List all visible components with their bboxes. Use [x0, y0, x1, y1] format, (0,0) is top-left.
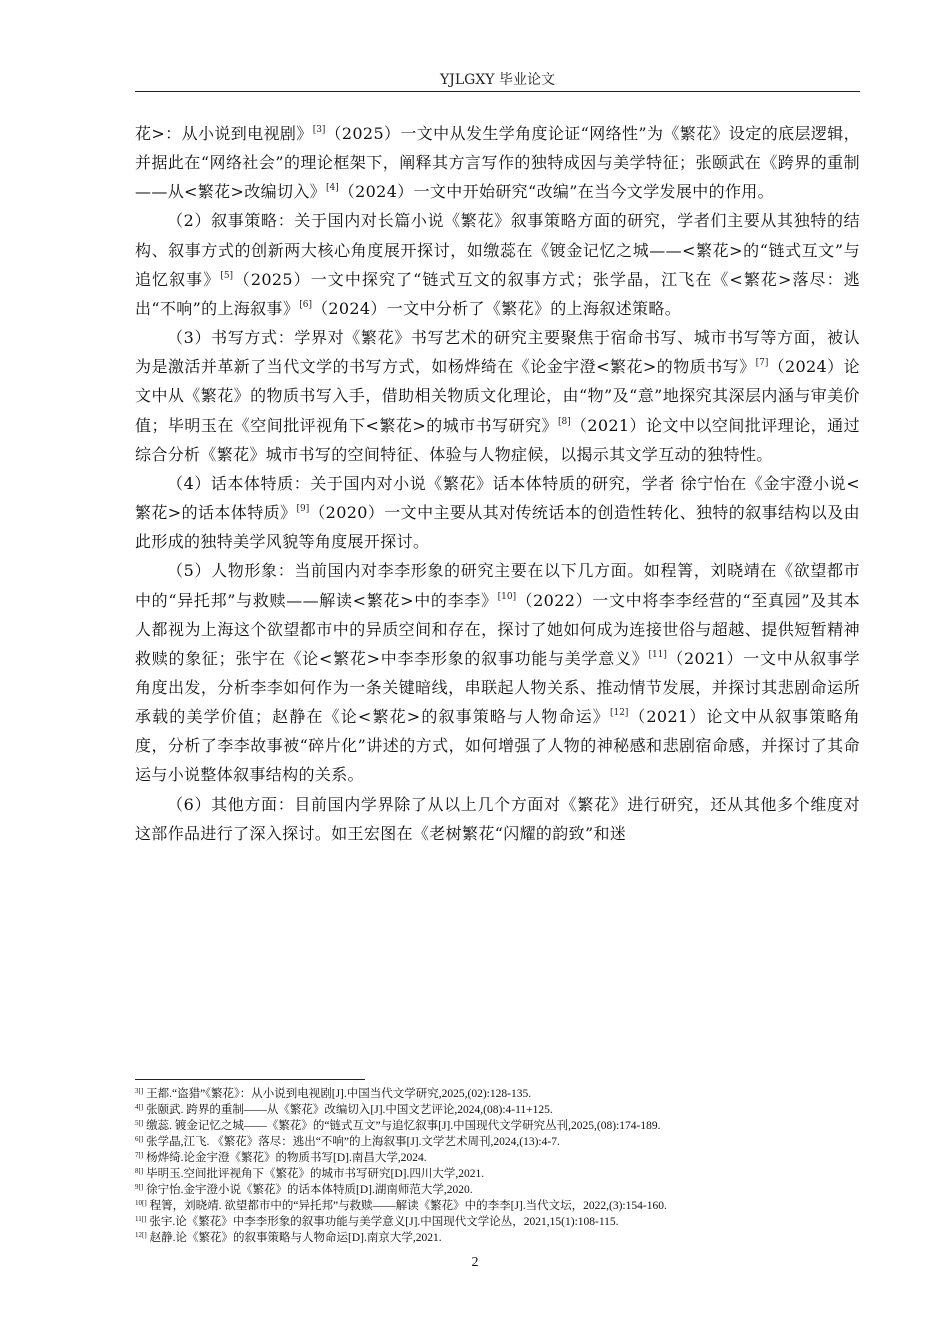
footnote-mark: 7[] [135, 1151, 144, 1159]
paragraph-text: （2025）一文中探究了“链式互文的叙事方式；张学晶，江飞在《<繁花>落尽：逃出“不响”的上海叙事》 [135, 269, 860, 318]
citation-ref: [12] [609, 708, 629, 719]
paragraph-text: （2021）论文中从叙事策略角度，分析了李李故事被“碎片化”讲述的方式，如何增强了人物的神秘感和悲剧宿命感，并探讨了其命运与小说整体叙事结构的关系。 [135, 707, 860, 785]
footnote-text: 杨烨绮.论金宇澄《繁花》的物质书写[D].南昌大学,2024. [146, 1152, 427, 1164]
footnote-mark: 10[] [135, 1199, 147, 1207]
paragraph-text: （2024）论文中从《繁花》的物质书写入手，借助相关物质文化理论，由“物”及“意”地探究其深层内涵与审美价值；毕明玉在《空间批评视角下<繁花>的城市书写研究》 [135, 357, 861, 435]
running-header: YJLGXY 毕业论文 [440, 72, 555, 88]
citation-ref: [10] [497, 591, 517, 602]
footnote [135, 1230, 860, 1246]
citation-ref: [6] [299, 299, 312, 310]
paragraph-text: （2）叙事策略：关于国内对长篇小说《繁花》叙事策略方面的研究，学者们主要从其独特的结构、叙事方式的创新两大核心角度展开探讨，如缴蕊在《镀金记忆之城——<繁花>的“链式互文”与追忆叙事》 [135, 211, 860, 289]
footnote [135, 1198, 860, 1214]
footnote-text: 徐宁怡.金宇澄小说《繁花》的话本体特质[D].湖南师范大学,2020. [146, 1184, 473, 1196]
citation-ref: [4] [326, 183, 339, 194]
footnote-mark: 5[] [135, 1119, 144, 1127]
footnote-text: 张学晶,江飞. 《繁花》落尽：逃出“不响”的上海叙事[J].文学艺术周刊,2024,(13):4-7. [146, 1136, 560, 1148]
page-number: 2 [471, 1255, 479, 1270]
footnote-text: 缴蕊. 镀金记忆之城——《繁花》的“链式互文”与追忆叙事[J].中国现代文学研究丛刊,2025,(08):174-189. [146, 1120, 661, 1132]
citation-ref: [11] [648, 649, 667, 660]
header-rule [135, 91, 860, 92]
paragraph-text: （2022）一文中将李李经营的“至真园”及其本人都视为上海这个欲望都市中的异质空间和存在，探讨了她如何成为连接世俗与超越、提供短暂精神救赎的象征；张宇在《论<繁花>中李李形象的叙事功能与美学意义》 [135, 590, 860, 668]
footnote [135, 1214, 860, 1230]
paragraph-text: （2020）一文中主要从其对传统话本的创造性转化、独特的叙事结构以及由此形成的独特美学风貌等角度展开探讨。 [135, 503, 860, 552]
citation-ref: [9] [296, 504, 310, 515]
footnote-mark: 6[] [135, 1135, 144, 1143]
paragraph-text: （4）话本体特质：关于国内对小说《繁花》话本体特质的研究，学者 徐宁怡在《金宇澄小说<繁花>的话本体特质》 [135, 473, 860, 523]
footnote-mark: 11[] [135, 1215, 147, 1223]
paragraph [135, 790, 860, 848]
footnote-mark: 8[] [135, 1167, 144, 1175]
citation-ref: [8] [557, 416, 571, 427]
footnote [135, 1118, 860, 1134]
paragraph-text: 花>：从小说到电视剧》 [135, 124, 313, 143]
footnote-separator [135, 1079, 365, 1080]
footnote-text: 王都.“盗猎”《繁花》：从小说到电视剧[J].中国当代文学研究,2025,(02):128-135. [146, 1088, 532, 1100]
citation-ref: [7] [755, 358, 769, 369]
footnote [135, 1166, 860, 1182]
footnote-text: 赵静.论《繁花》的叙事策略与人物命运[D].南京大学,2021. [149, 1232, 442, 1244]
footnote [135, 1102, 860, 1118]
paragraph [135, 206, 860, 323]
footnote [135, 1086, 860, 1102]
footnote-mark: 9[] [135, 1183, 144, 1191]
footnote-mark: 4[] [135, 1103, 144, 1111]
paragraph-text: （2025）一文中从发生学角度论证“网络性”为《繁花》设定的底层逻辑，并据此在“网络社会”的理论框架下，阐释其方言写作的独特成因与美学特征；张颐武在《跨界的重制——从<繁花>改编切入》 [135, 124, 860, 202]
paragraph [135, 556, 860, 789]
footnote-text: 程箐，刘晓靖. 欲望都市中的“异托邦”与救赎——解读《繁花》中的李李[J].当代文坛，2022,(3):154-160. [149, 1200, 667, 1212]
paragraph-text: （5）人物形象：当前国内对李李形象的研究主要在以下几方面。如程箐，刘晓靖在《欲望都市中的“异托邦”与救赎——解读<繁花>中的李李》 [135, 561, 860, 610]
citation-ref: [3] [312, 125, 326, 135]
paragraph [135, 119, 860, 206]
citation-ref: [5] [220, 270, 234, 281]
paragraph-text: （3）书写方式：学界对《繁花》书写艺术的研究主要聚焦于宿命书写、城市书写等方面，被认为是激活并革新了当代文学的书写方式，如杨烨绮在《论金宇澄<繁花>的物质书写》 [135, 328, 860, 377]
footnote [135, 1182, 860, 1198]
paragraph-text: （2021）一文中从叙事学角度出发，分析李李如何作为一条关键暗线，串联起人物关系、推动情节发展，并探讨其悲剧命运所承载的美学价值；赵静在《论<繁花>的叙事策略与人物命运》 [135, 648, 860, 727]
footnote-text: 张宇.论《繁花》中李李形象的叙事功能与美学意义[J].中国现代文学论丛，2021,15(1):108-115. [149, 1216, 619, 1228]
footnote-mark: 3[] [135, 1087, 144, 1095]
paragraph [135, 323, 860, 469]
footnote-mark: 12[] [135, 1231, 147, 1239]
footnotes [135, 1086, 860, 1246]
paragraph-text: （2024）一文中开始研究“改编”在当今文学发展中的作用。 [338, 182, 774, 202]
footnote [135, 1150, 860, 1166]
paragraph-text: （6）其他方面：目前国内学界除了从以上几个方面对《繁花》进行研究，还从其他多个维度对这部作品进行了深入探讨。如王宏图在《老树繁花“闪耀的韵致”和迷 [135, 794, 860, 843]
paragraph-text: （2024）一文中分析了《繁花》的上海叙述策略。 [311, 298, 682, 318]
footnote-text: 张颐武. 跨界的重制——从《繁花》改编切入[J].中国文艺评论,2024,(08):4-11+125. [146, 1104, 553, 1116]
paragraph-text: （2021）论文中以空间批评理论，通过综合分析《繁花》城市书写的空间特征、体验与人物症候，以揭示其文学互动的独特性。 [135, 415, 860, 464]
footnote-text: 毕明玉.空间批评视角下《繁花》的城市书写研究[D].四川大学,2021. [146, 1168, 485, 1180]
paragraph [135, 469, 860, 556]
body-text [135, 119, 860, 848]
footnote [135, 1134, 860, 1150]
